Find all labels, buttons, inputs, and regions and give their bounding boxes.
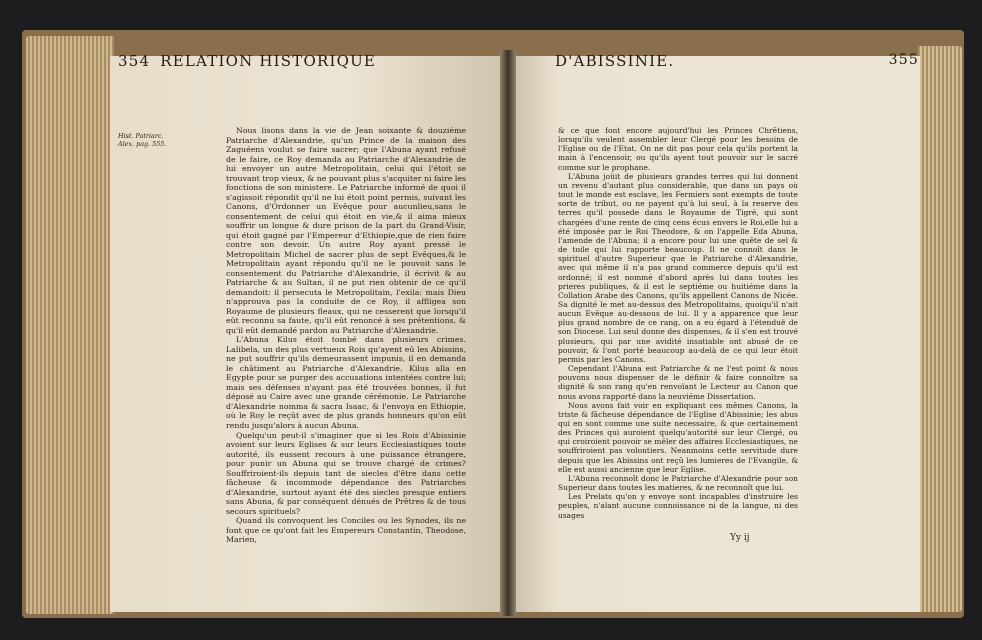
paragraph: Quelqu'un peut-il s'imaginer que si les Rois d'Abissinie avoient sur leurs Eglises & sur leurs Ecclesiastiques toute autorité, ils eussent recours à une puissance étrangere, pour punir un Abuna qui se trouve chargé de crimes? Souffriroient-ils depuis tant de siecles d'être dans cette fâcheuse & incommode dépendance des Patriarches d'Alexandrie, surtout ayant été des siecles presque entiers sans Abuna, & par conséquent dénués de Prêtres & de tous secours spirituels? (226, 430, 466, 516)
left-page-number: 354 (118, 52, 151, 70)
paragraph: Cependant l'Abuna est Patriarche & ne l'est point & nous pouvons nous dispenser de le définir & faire connoître sa dignité & son rang qu'en renvoïant le Lecteur au Canon que nous avons rapporté dans la neuviéme Dissertation. (558, 364, 798, 401)
left-body-text (226, 126, 466, 545)
page-edges-right (918, 46, 962, 612)
page-edges-left (26, 36, 114, 614)
left-running-head (118, 52, 376, 70)
paragraph: & ce que font encore aujourd'hui les Princes Chrêtiens, lorsqu'ils veulent assembler leur Clergé pour les besoins de l'Eglise ou de l'Etat. On ne dit pas pour cela qu'ils portent la main à l'encensoir, ou qu'ils ayent tout pouvoir sur le sacré comme sur le prophane. (558, 126, 798, 172)
margin-note: Hist. Patriarc. Alex. pag. 555. (118, 132, 167, 148)
paragraph: L'Abuna reconnoît donc le Patriarche d'Alexandrie pour son Superieur dans toutes les matieres, & ne reconnoît que lui. (558, 473, 798, 493)
paragraph: L'Abuna joüit de plusieurs grandes terres qui lui donnent un revenu d'autant plus considerable, que dans un pays où tout le monde est esclave, les Fermiers sont exempts de toute sorte de tribut, ou ne payent qu'à lui seul, à la reserve des terres qu'il possede dans le Royaume de Tigré, qui sont chargées d'une rente de cinq cens écus envers le Roi,elle lui a été imposée par le Roi Theodore, & on l'appelle Eda Abuna, l'amende de l'Abuna; il a encore pour lui une quête de sel & de toile qui lui rapporte beaucoup. Il ne connoît dans le spirituel d'autre Superieur que le Patriarche d'Alexandrie, avec qui même il n'a pas grand commerce depuis qu'il est ordonné; il est nommé d'abord après lui dans toutes les prieres publiques, & il est le septiéme ou huitiéme dans la Collation Arabe des Canons, qu'ils appellent Canons de Nicée. Sa dignité le met au-dessus des Metropolitains, quoiqu'il n'ait aucun Evêque au-dessous de lui. Il y a apparence que leur plus grand nombre de ce rang, on a eu égard à l'étenduë de son Diocese. Lui seul donne des dispenses, & il s'en est trouvé plusieurs, qui par une avidité insatiable ont abusé de ce pouvoir, & l'ont porté beaucoup au-delà de ce qui leur étoit permis par les Canons. (558, 171, 798, 364)
right-running-title: D'ABISSINIE. (555, 52, 675, 70)
paragraph: L'Abuna Kilus étoit tombé dans plusieurs crimes. Lalibela, un des plus vertueux Rois qu'ayent eû les Abissins, ne put souffrir qu'ils demeurassent impunis, il en demanda le châtiment au Patriarche d'Alexandrie. Kilus alla en Egypte pour se purger des accusations intentées contre lui; mais ses défenses n'ayant pas été trouvées bonnes, il fut déposé au Caire avec une grande cérémonie. Le Patriarche d'Alexandrie nomma & sacra Isaac, & l'envoya en Ethiopie, où le Roy le reçût avec de plus grands honneurs qu'on eût rendu jusqu'alors à aucun Abuna. (226, 335, 466, 430)
paragraph: Quand ils convoquent les Conciles ou les Synodes, ils ne font que ce qu'ont fait les Empereurs Constantin, Theodose, Marien, (226, 516, 466, 545)
paragraph: Nous avons fait voir en expliquant ces mêmes Canons, la triste & fâcheuse dépendance de l'Eglise d'Abissinie; les abus qui en sont comme une suite necessaire, & que certainement des Princes qui auroient quelqu'autorité sur leur Clergé, ou qui croiroient pouvoir se mêler des affaires Ecclesiastiques, ne souffriroient pas volontiers. Neanmoins cette servitude dure depuis que les Abissins ont reçû les lumieres de l'Evangile, & elle est aussi ancienne que leur Eglise. (558, 400, 798, 474)
paragraph: Nous lisons dans la vie de Jean soixante & douziéme Patriarche d'Alexandrie, qu'un Prince de la maison des Zaguéens voulut se faire sacrer; que l'Abuna ayant refusé de le faire, ce Roy demanda au Patriarche d'Alexandrie de lui envoyer un autre Metropolitain, celui qui l'étoit se trouvant trop vieux, & ne pouvant plus s'acquiter ni faire les fonctions de son ministere. Le Patriarche informé de quoi il s'agissoit répondit qu'il ne lui étoit point permis, suivant les Canons, d'Ordonner un Evêque pour aucunlieu,sans le consentement de celui qui étoit en vie,& il aima mieux souffrir un longue & dure prison de la part du Grand-Visir, qui étoit gagné par l'Empereur d'Ethiopie,que de rien faire contre son devoir. Un autre Roy ayant pressé le Metropolitain Michel de sacrer plus de sept Evêques,& le Metropolitain ayant répondu qu'il ne le pouvoit sans le consentement du Patriarche d'Alexandrie, il écrivit & au Patriarche & au Sultan, il ne put rien obtenir de ce qu'il demandoit: il persecuta le Metropolitain, l'exila: mais Dieu n'approuva pas la conduite de ce Roy, il affligea son Royaume de plusieurs fleaux, qui ne cesserent que lorsqu'il eût reconnu sa faute, qu'il eût renoncé à ses prétentions, & qu'il eût demandé pardon au Patriarche d'Alexandrie. (226, 126, 466, 335)
left-running-title: RELATION HISTORIQUE (160, 52, 377, 70)
book-gutter (500, 50, 516, 616)
paragraph: Les Prelats qu'on y envoye sont incapables d'instruire les peuples, n'aïant aucune connoissance ni de la langue, ni des usages (558, 492, 798, 520)
right-page-number: 355 (888, 52, 919, 68)
right-body-text (558, 126, 798, 520)
catchword: Yy ij (730, 533, 750, 543)
